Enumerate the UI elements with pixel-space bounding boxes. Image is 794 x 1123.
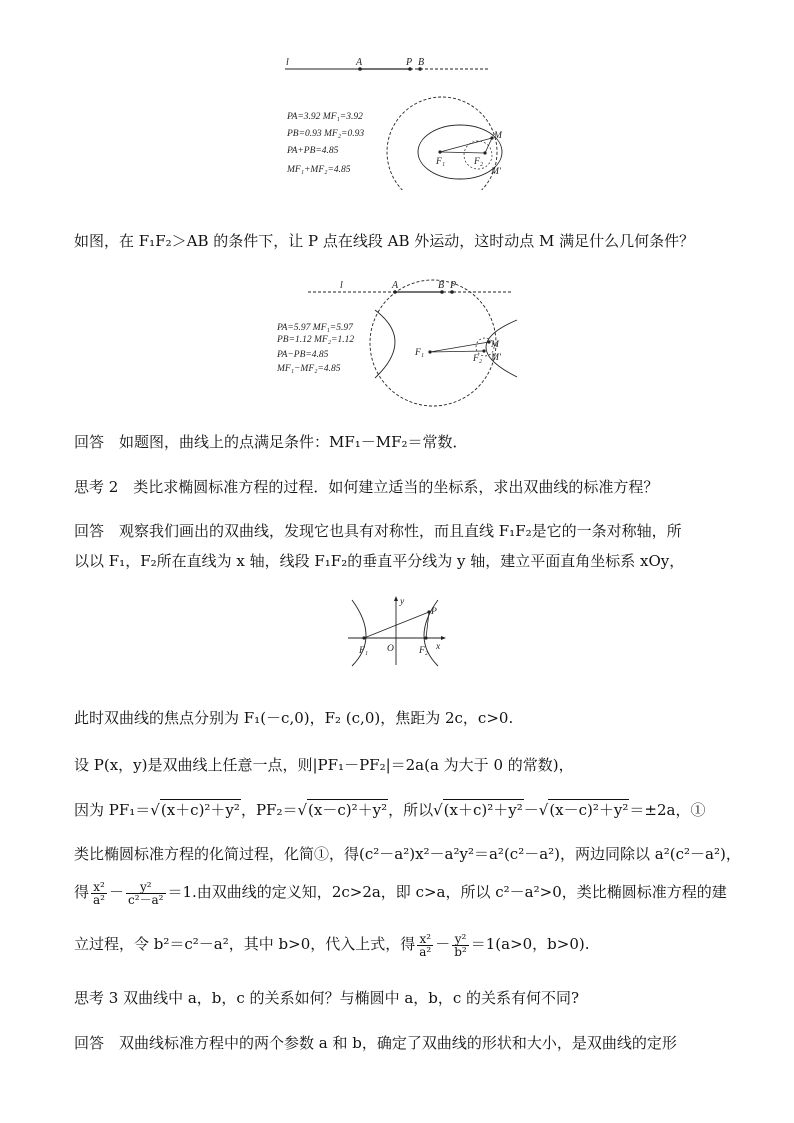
point-f2 [483,151,486,154]
answer-3: 回答 双曲线标准方程中的两个参数 a 和 b，确定了双曲线的形状和大小，是双曲线的定形 [74,1034,677,1052]
measure-1: PA=5.97 MF₁=5.97 [277,323,353,333]
fraction-x2-a2: $\frac{\text{x²}}{\text{a²}}$ [93,879,105,907]
measure-2: PB=1.12 MF₂=1.12 [277,335,355,345]
label-m-prime: M′ [491,353,501,363]
label-f1: F₁ [436,157,446,167]
ellipse [418,125,502,179]
label-a: A [392,280,399,291]
label-b: B [438,280,445,291]
label-f2: F₂ [474,157,484,167]
fraction-y2-b2: $\frac{\text{y²}}{\text{b²}}$ [454,931,467,959]
label-b: B [418,57,425,68]
sqrt-symbol: √ [297,801,308,819]
point-f1 [362,636,365,639]
label-l: l [286,57,289,68]
assume-text: 设 P(x，y)是双曲线上任意一点，则|PF₁－PF₂|＝2a(a 为大于 0 的常数)， [74,756,574,774]
sqrt-symbol: √ [538,801,549,819]
measure-2: PB=0.93 MF₂=0.93 [287,129,365,139]
label-p: P [431,607,437,617]
sqrt-expr-2: (x－c)²＋y² [308,801,388,819]
figure-hyperbola-axes [340,590,460,670]
equation-end: ＝±2a，① [629,801,706,819]
y-axis-arrow [394,596,398,601]
sqrt-expr-1: (x＋c)²＋y² [160,801,240,819]
label-y: y [400,597,405,607]
minus-sign: － [523,801,539,819]
label-f1: F₁ [359,646,369,656]
point-f2 [424,636,427,639]
segment-f1-p [364,612,429,638]
label-f2: F₂ [419,646,429,656]
segment-f2-p [426,612,429,638]
sqrt-symbol: √ [150,801,160,819]
after-fraction-text: ＝1.由双曲线的定义知，2c>2a，即 c>a，所以 c²－a²>0，类比椭圆标准方程的建 [167,883,727,901]
x-axis-arrow [441,636,446,640]
fraction-x2-a2: $\frac{\text{x²}}{\text{a²}}$ [419,931,432,959]
because-text: 因为 PF₁＝ [74,801,151,819]
label-f2: F₂ [473,354,483,364]
frac-minus: － [108,883,124,901]
point-f1 [438,150,441,153]
sqrt-symbol: √ [433,801,443,819]
so-text: ，所以 [388,801,434,819]
sqrt-expr-4: (x－c)²＋y² [549,801,629,819]
label-m-prime: M′ [491,167,501,177]
label-m: M [494,131,502,141]
label-x: x [436,642,441,652]
segment-f1-f2 [440,152,485,153]
figure-ellipse-construction [270,50,530,190]
measure-4: MF₁−MF₂=4.85 [277,364,341,374]
segment-f1-m [430,342,489,352]
label-a: A [356,57,363,68]
answer-2-line-2: 以以 F₁，F₂所在直线为 x 轴，线段 F₁F₂的垂直平分线为 y 轴，建立平面直角坐标系 xOy， [74,552,685,570]
question-text: 如图，在 F₁F₂＞AB 的条件下，让 P 点在线段 AB 外运动，这时动点 M 满足什么几何条件？ [74,232,695,250]
segment-f1-m [440,138,492,152]
label-p: P [450,280,457,291]
point-f2 [482,349,485,352]
measure-1: PA=3.92 MF₁=3.92 [287,112,363,122]
label-o: O [387,644,394,654]
hyperbola-left-branch [352,600,369,666]
measure-4: MF₁+MF₂=4.85 [287,165,351,175]
build-text: 立过程，令 b²＝c²－a²，其中 b>0，代入上式，得 [74,935,416,953]
build-end-text: ＝1(a>0，b>0). [470,935,590,953]
equation-line [74,799,705,820]
label-m: M [491,340,499,350]
label-f1: F₁ [415,348,425,358]
segment-f2-m [485,138,492,153]
pf2-text: ，PF₂＝ [240,801,298,819]
figure-hyperbola-construction [270,275,530,415]
measure-3: PA−PB=4.85 [277,350,329,360]
frac-minus: － [435,935,451,953]
answer-1: 回答 如题图，曲线上的点满足条件：MF₁－MF₂＝常数． [74,433,468,451]
simplify-text: 类比椭圆标准方程的化简过程，化简①，得(c²－a²)x²－a²y²＝a²(c²－a²)，两边同除以 a²(c²－a²)， [74,845,741,863]
segment-f1-f2 [430,351,484,352]
sqrt-expr-3: (x＋c)²＋y² [443,801,523,819]
hyperbola-left-branch [375,310,395,378]
answer-2-line-1: 回答 观察我们画出的双曲线，发现它也具有对称性，而且直线 F₁F₂是它的一条对称轴，所 [74,522,682,540]
foci-text: 此时双曲线的焦点分别为 F₁(－c,0)，F₂ (c,0)，焦距为 2c，c>0. [74,709,514,727]
measure-3: PA+PB=4.85 [287,146,339,156]
label-p: P [406,57,413,68]
get-text: 得 [74,883,90,901]
label-l: l [340,280,343,291]
think-2: 思考 2 类比求椭圆标准方程的过程．如何建立适当的坐标系，求出双曲线的标准方程？ [74,478,659,496]
think-3: 思考 3 双曲线中 a，b，c 的关系如何？与椭圆中 a，b，c 的关系有何不同? [74,989,580,1007]
fraction-y2-c2a2: $\frac{\text{y²}}{\text{c²－a²}}$ [128,879,164,907]
fraction-line-1 [74,877,727,907]
fraction-line-2 [74,929,590,959]
point-f1 [428,350,431,353]
